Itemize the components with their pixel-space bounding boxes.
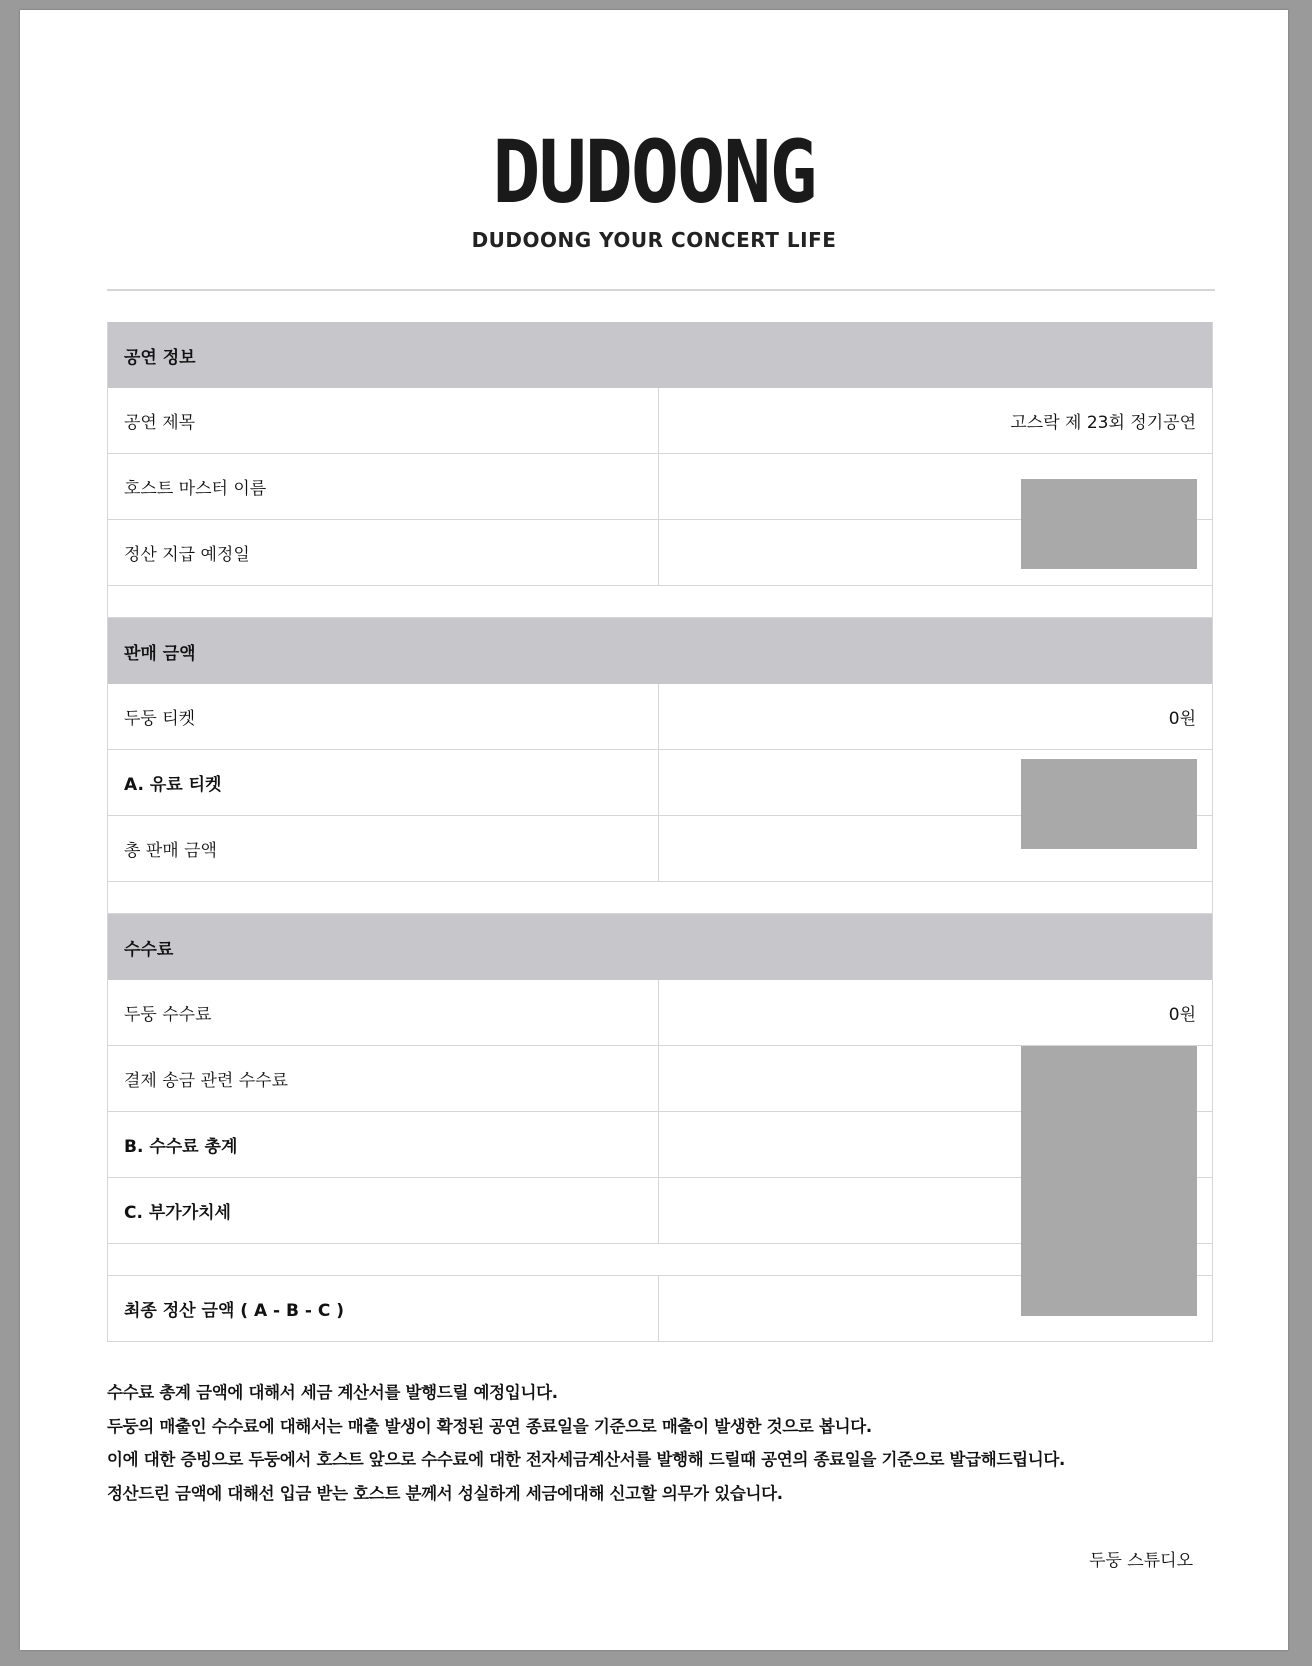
redaction-block <box>1021 479 1197 569</box>
row-label: 두둥 티켓 <box>108 684 659 749</box>
table-row <box>108 684 1212 750</box>
row-label: 공연 제목 <box>108 388 659 453</box>
row-label: 두둥 수수료 <box>108 980 659 1045</box>
brand-tagline: DUDOONG YOUR CONCERT LIFE <box>471 228 837 252</box>
notes-block <box>107 1376 1065 1510</box>
row-value: 0원 <box>1168 709 1196 729</box>
row-label: C. 부가가치세 <box>108 1178 659 1243</box>
dudoong-logo: DUDOONG <box>492 122 816 223</box>
row-value: 0원 <box>1168 1005 1196 1025</box>
row-value: 고스락 제 23회 정기공연 <box>1010 413 1196 433</box>
note-line: 수수료 총계 금액에 대해서 세금 계산서를 발행드릴 예정입니다. <box>107 1383 558 1402</box>
row-label: 결제 송금 관련 수수료 <box>108 1046 659 1111</box>
row-label: A. 유료 티켓 <box>108 750 659 815</box>
row-label: B. 수수료 총계 <box>108 1112 659 1177</box>
note-line: 이에 대한 증빙으로 두둥에서 호스트 앞으로 수수료에 대한 전자세금계산서를 발행해 드릴때 공연의 종료일을 기준으로 발급해드립니다. <box>107 1450 1065 1469</box>
note-line: 정산드린 금액에 대해선 입금 받는 호스트 분께서 성실하게 세금에대해 신고할 의무가 있습니다. <box>107 1483 783 1503</box>
settlement-document <box>20 10 1288 1650</box>
issuer-signature: 두둥 스튜디오 <box>1089 1551 1193 1571</box>
final-amount-label: 최종 정산 금액 ( A - B - C ) <box>108 1276 659 1341</box>
row-label: 호스트 마스터 이름 <box>108 454 659 519</box>
table-row <box>108 388 1212 454</box>
redaction-block <box>1021 759 1197 849</box>
section-spacer <box>108 586 1212 618</box>
section-header-fees: 수수료 <box>108 914 1212 980</box>
note-line: 두둥의 매출인 수수료에 대해서는 매출 발생이 확정된 공연 종료일을 기준으로 매출이 발생한 것으로 봅니다. <box>107 1416 872 1436</box>
row-label: 정산 지급 예정일 <box>108 520 659 585</box>
row-label: 총 판매 금액 <box>108 816 659 881</box>
redaction-block <box>1021 1046 1197 1316</box>
section-header-performance: 공연 정보 <box>108 322 1212 388</box>
table-row <box>108 980 1212 1046</box>
section-spacer <box>108 882 1212 914</box>
section-header-sales: 판매 금액 <box>108 618 1212 684</box>
header-divider <box>107 289 1215 291</box>
